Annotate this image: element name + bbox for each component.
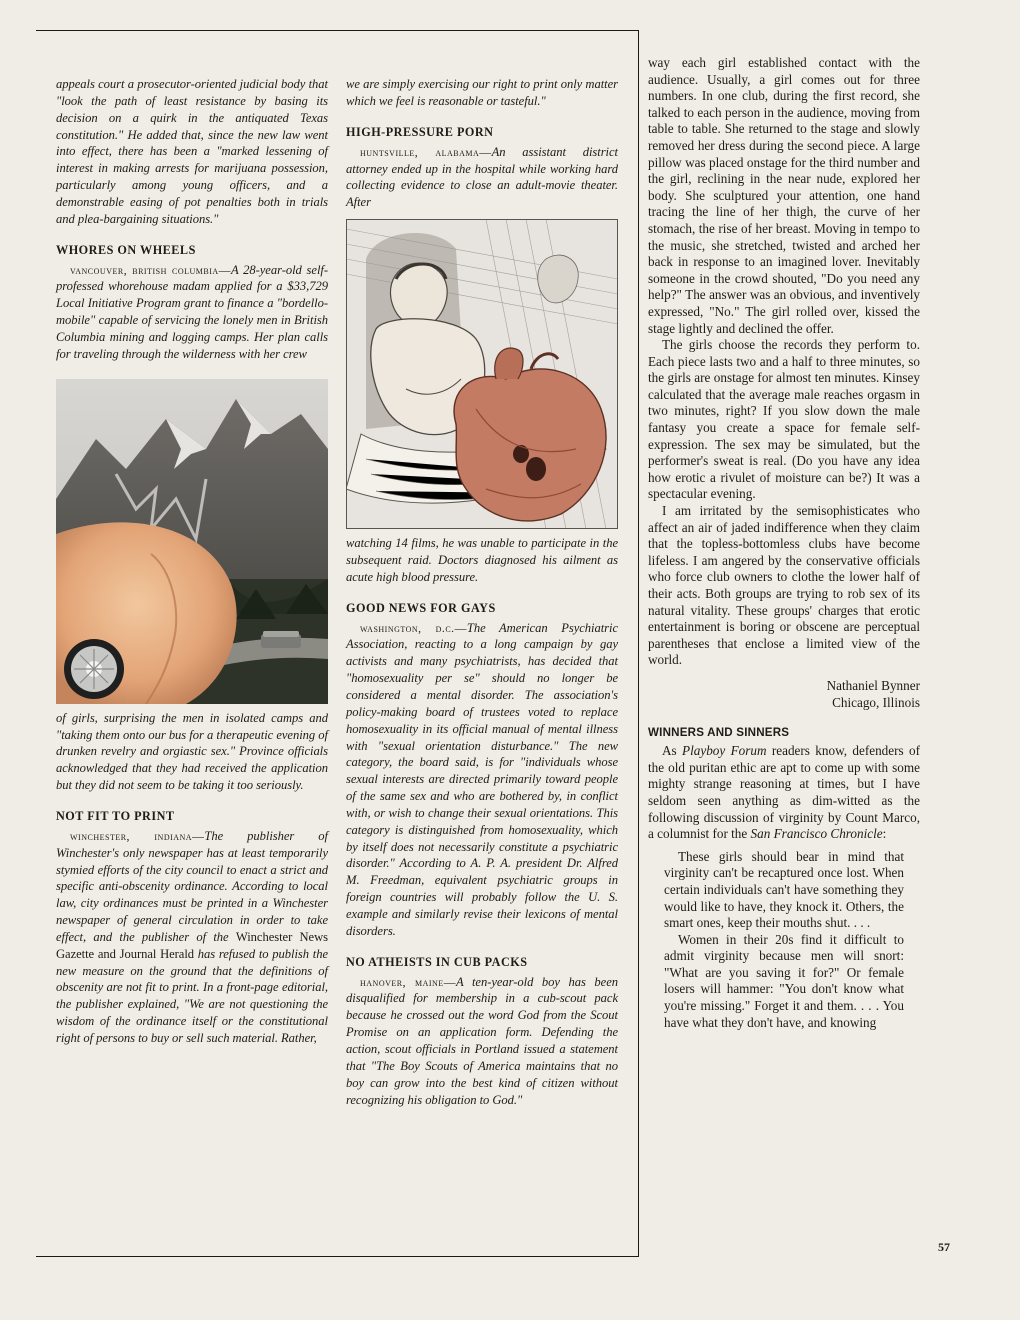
dateline-huntsville: huntsville, alabama— <box>360 144 492 159</box>
page-number: 57 <box>938 1240 950 1254</box>
signature-city: Chicago, Illinois <box>832 694 920 710</box>
newspaper-name: Winchester News Gazette and Journal Herald <box>56 929 328 961</box>
heading-winners-and-sinners: WINNERS AND SINNERS <box>648 726 790 740</box>
signature-name: Nathaniel Bynner <box>826 677 920 693</box>
engraving-heart-illustration <box>346 219 618 529</box>
atheists-text: A ten-year-old boy has been disqualified for membership in a cub-scout pack because he crossed out the word God from the Scout Promise on an application form. Defending the action, scout officials in Portland issued a statement that "The Boy Scouts of America maintains that no boy can grow into the best kind of citizen without recognizing his obligation to God." <box>346 974 619 1107</box>
notfit-continued: we are simply exercising our right to print only matter which we feel is reasonable or tasteful." <box>346 77 618 108</box>
forum-name: Playboy Forum <box>682 743 767 759</box>
column-1 <box>56 76 328 1047</box>
letter-signature <box>648 678 920 711</box>
notfit-text-b: has refused to publish the new measure on the ground that the definitions of obscenity are not fit to print. In a front-page editorial, the publisher explained, "We are not questioning the wisdom of the ordinance itself or the constitutional right of persons to buy or sell such material. Rather, <box>56 946 329 1045</box>
gays-text: The American Psychiatric Association, reacting to a long campaign by gay activists and many psychiatrists, has decided that "homosexuality per se" should no longer be considered a mental disorder. The association's policy-making board of trustees voted to replace homosexuality in its official manual of mental illness with "sexual orientation disturbance." The new category, the board said, is for "individuals whose sexual interests are directed primarily toward people of the same sex and who are bothered by, in conflict with, or wish to change their sexual orientations. This category is distinguished from homosexuality, which by itself does not necessarily constitute a psychiatric disorder." According to A. P. A. president Dr. Alfred M. Freedman, equivalent psychiatric groups in foreign countries will probably follow the U. S. example and similarly revise their lexicons of mental disorders. <box>346 620 619 938</box>
letter-paragraph-2: The girls choose the records they perform to. Each piece lasts two and a half to three minutes, so the girls are onstage for almost ten minutes. Kinsey calculated that the average male reaches orgasm in two minutes, right? If you slow down the male fantasy you create a space for female self-expression. The sex may be simulated, but the performer's sweat is real. (Do you have any idea how erotic a rivulet of moisture can be?) It was a spectacular evening. <box>648 337 920 502</box>
winners-paragraph <box>648 743 920 843</box>
chronicle-name: San Francisco Chronicle <box>750 826 883 842</box>
column-2 <box>346 76 618 1108</box>
notfit-text-a: The publisher of Winchester's only newspaper has at least temporarily stymied efforts of the city council to enact a strict and specific anti-obscenity ordinance. According to local law, city ordinances must be printed in a Winchester newspaper of general circulation in order to take effect, and the publisher of the <box>56 828 328 944</box>
dateline-winchester: winchester, indiana— <box>70 828 205 843</box>
dateline-vancouver: vancouver, british columbia— <box>70 262 231 277</box>
heading-high-pressure-porn: HIGH-PRESSURE PORN <box>346 124 494 139</box>
porn-continued: watching 14 films, he was unable to participate in the subsequent raid. Doctors diagnosed his ailment as acute high blood pressure. <box>346 536 618 584</box>
letter-paragraph-1: way each girl established contact with the audience. Usually, a girl comes out for three numbers. In one club, during the first record, she talked to each person in the audience, moving from table to table. She returned to the stage and slowly removed her dress during the second piece. A large pillow was placed onstage for the third number and the girl, reclining in the near nude, explored her body. She sculptured your attention, one hand tracing the line of her thigh, the curve of her stomach, the rise of her breast. Moving in tempo to the music, she stretched, twisted and arched her back in response to an imagined lover. Inevitably someone in the crowd shouted, "Do you need any help?" The answer was an obvious, and inventively expressed, "No." The girl rolled over, kissed the stage lightly and declined the offer. <box>648 55 920 336</box>
quote-paragraph-2: Women in their 20s find it difficult to admit virginity because men will snort: "What are you saving it for?" Or female losers will hammer: "You don't know what you're missing." Forget it and them. . . . You have what they don't have, and knowing <box>664 931 904 1030</box>
intro-paragraph: appeals court a prosecutor-oriented judicial body that "look the path of least resistance by basing its decision on a quirk in the antiquated Texas constitution." He added that, since the new law went into effect, there has been a "marked lessening of interest in making arrests for marijuana possession, particularly among young officers, and a demonstrable easing of pot penalties both in trials and plea-bargaining situations." <box>56 77 328 226</box>
notfit-paragraph <box>56 828 328 1047</box>
winners-text-c: : <box>882 826 887 842</box>
quote-paragraph-1: These girls should bear in mind that virginity can't be recaptured once lost. When certain individuals can't have something they would like to have, they knock it. Others, the smart ones, keep their mouths shut. . . . <box>664 848 904 931</box>
dateline-washington: washington, d.c.— <box>360 620 467 635</box>
gays-paragraph <box>346 620 618 940</box>
winners-text-a: As <box>662 743 683 759</box>
column-3 <box>648 55 920 1031</box>
whores-paragraph <box>56 262 328 363</box>
porn-paragraph <box>346 144 618 211</box>
mountain-bus-photo <box>56 379 328 704</box>
winners-text-b: readers know, defenders of the old puritan ethic are apt to come up with some mighty strange reasoning at times, but I have seldom seen anything as dim-witted as the following discussion of virginity by Count Marco, a columnist for the <box>648 743 921 842</box>
whores-text: A 28-year-old self-professed whorehouse madam applied for a $33,729 Local Initiative Program grant to finance a "bordello-mobile" capable of servicing the lonely men in British Columbia mining and logging camps. Her plan calls for traveling through the wilderness with her crew <box>56 262 328 361</box>
virginity-quote <box>664 849 904 1032</box>
letter-paragraph-3: I am irritated by the semisophisticates who affect an air of jaded indifference when they claim that the topless-bottomless clubs have become lifeless. I am angered by the conservative officials who force club owners to clothe the lower half of their acts. Both groups are trying to rob sex of its natural vitality. These groups' charges that erotic entertainment is boring or obscene are perceptual parentheses that enclose a limited view of the world. <box>648 503 920 668</box>
heading-not-fit-to-print: NOT FIT TO PRINT <box>56 808 175 823</box>
whores-continued: of girls, surprising the men in isolated camps and "taking them onto our bus for a therapeutic evening of drunken revelry and orgiastic sex." Province officials acknowledged that they had received the application but they did not seem to be taking it too seriously. <box>56 710 328 793</box>
heading-good-news-for-gays: GOOD NEWS FOR GAYS <box>346 600 496 615</box>
dateline-hanover: hanover, maine— <box>360 974 456 989</box>
heading-no-atheists: NO ATHEISTS IN CUB PACKS <box>346 954 528 969</box>
heading-whores-on-wheels: WHORES ON WHEELS <box>56 242 196 257</box>
atheists-paragraph <box>346 974 618 1109</box>
porn-text: An assistant district attorney ended up in the hospital while working hard collecting evidence to close an adult-movie theater. After <box>346 144 618 210</box>
